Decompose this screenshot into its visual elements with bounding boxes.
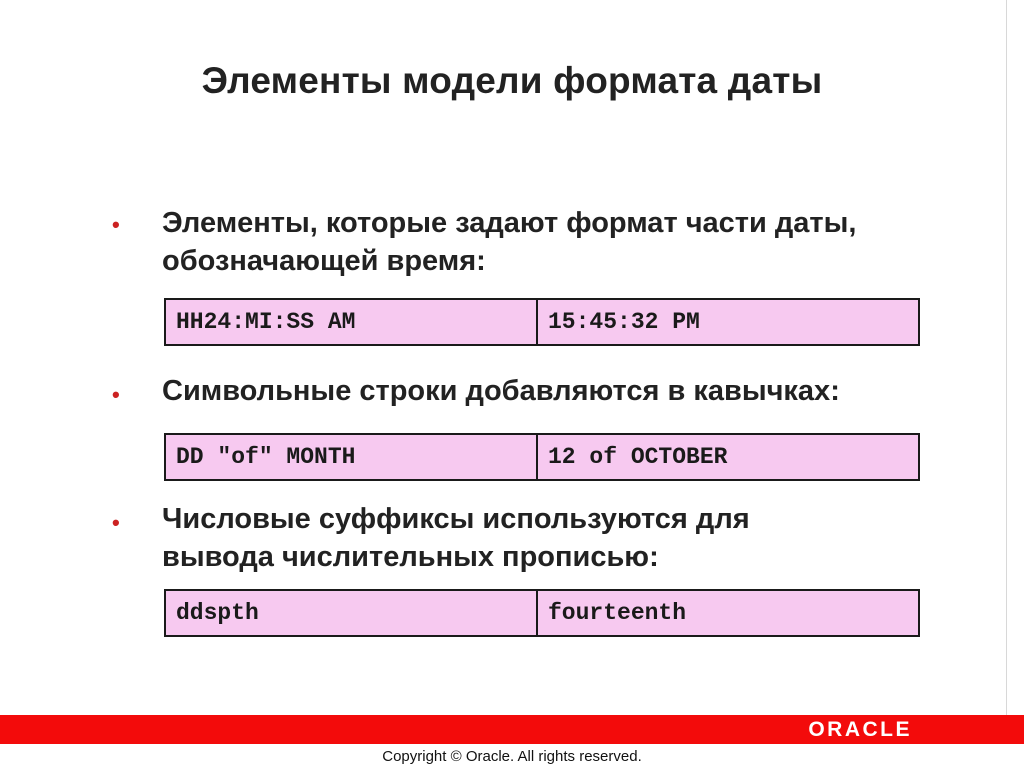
format-mask-cell: DD "of" MONTH	[166, 435, 538, 479]
bullet-3-line-2: вывода числительных прописью:	[162, 541, 659, 573]
footer-bar	[0, 715, 1024, 744]
example-table-3	[164, 589, 920, 637]
bullet-2-line-1: Символьные строки добавляются в кавычках:	[162, 375, 840, 407]
bullet-1-line-1: Элементы, которые задают формат части даты,	[162, 207, 857, 239]
copyright-text: Copyright © Oracle. All rights reserved.	[382, 748, 642, 765]
format-result-cell: fourteenth	[548, 600, 687, 626]
bullet-1-line-2: обозначающей время:	[162, 245, 486, 277]
right-edge-rule	[1006, 0, 1007, 715]
slide-title: Элементы модели формата даты	[201, 60, 823, 101]
format-mask-cell: ddspth	[166, 591, 538, 635]
example-table-2	[164, 433, 920, 481]
bullet-text-2	[162, 372, 962, 410]
bullet-3-line-1: Числовые суффиксы используются для	[162, 503, 750, 535]
bullet-marker-3: •	[112, 510, 120, 535]
bullet-text-1	[162, 204, 962, 280]
bullet-text-3	[162, 500, 962, 576]
bullet-marker-1: •	[112, 212, 120, 237]
format-result-cell: 15:45:32 PM	[548, 309, 700, 335]
oracle-logo: ORACLE	[808, 718, 912, 741]
example-table-1	[164, 298, 920, 346]
format-result-cell: 12 of OCTOBER	[548, 444, 728, 470]
bullet-marker-2: •	[112, 382, 120, 407]
format-mask-cell: HH24:MI:SS AM	[166, 300, 538, 344]
